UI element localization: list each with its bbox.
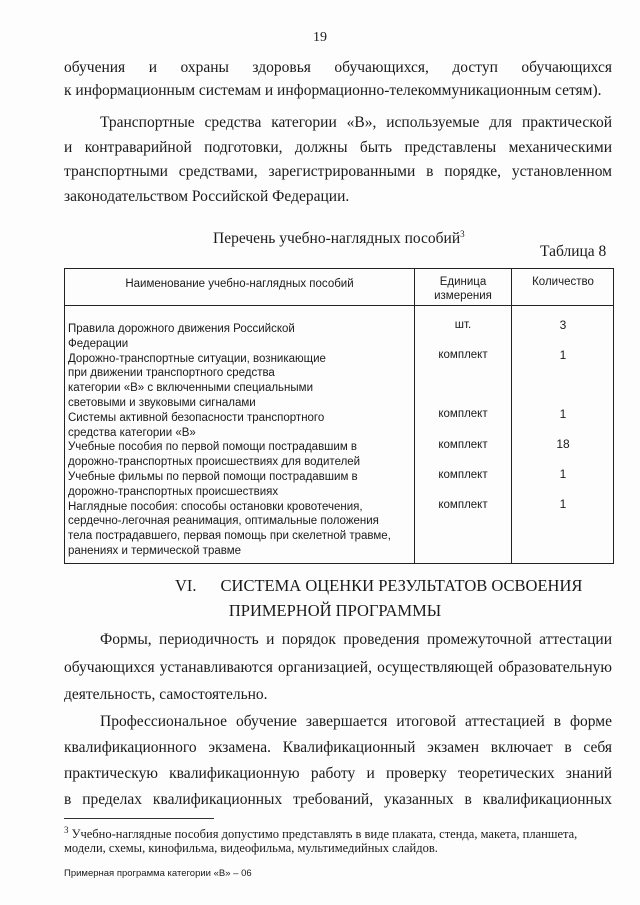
table-cell: Учебные фильмы по первой помощи пострадавшим в: [68, 470, 358, 483]
footnote-text-1: Учебно-наглядные пособия допустимо представлять в виде плаката, стенда, макета, планшета,: [71, 827, 578, 842]
table-cell: 1: [559, 467, 567, 481]
table-cell: Правила дорожного движения Российской: [68, 323, 295, 335]
table-header-divider: [65, 305, 613, 306]
table-cell: 1: [559, 497, 567, 511]
table-cell: 1: [559, 348, 567, 362]
table-cell: Наглядные пособия: способы остановки кровотечения,: [68, 500, 363, 513]
table-cell: средства категории «В»: [68, 426, 196, 439]
forms-line-3: деятельность, самостоятельно.: [64, 686, 268, 703]
table-cell: тела пострадавшего, первая помощь при скелетной травме,: [68, 530, 391, 543]
table-cell: комплект: [438, 349, 488, 361]
footnote-ref: 3: [460, 229, 465, 239]
forms-line-1: Формы, периодичность и порядок проведения промежуточной аттестации: [100, 631, 612, 648]
table-cell: 3: [559, 318, 567, 332]
table-cell: Дорожно-транспортные ситуации, возникающие: [68, 352, 326, 365]
page-footer: Примерная программа категории «В» – 06: [64, 868, 252, 879]
section-number: VI.: [175, 576, 197, 595]
intro-line-1: обучения и охраны здоровья обучающихся, доступ обучающихся: [64, 59, 612, 76]
table-cell: 18: [556, 437, 570, 451]
table-cell: комплект: [438, 499, 488, 511]
section-heading: [175, 574, 582, 598]
header-unit-line-2: измерения: [434, 290, 492, 302]
header-unit-line-1: Единица: [439, 276, 487, 288]
table-cell: дорожно-транспортных происшествиях для водителей: [68, 456, 361, 469]
table-cell: 1: [559, 407, 567, 421]
name-column: [68, 322, 391, 559]
table-cell: комплект: [438, 408, 488, 420]
footnote-line-2: модели, схемы, кинофильма, видеофильма, мультимедийных слайдов.: [64, 841, 438, 855]
header-name: Наименование учебно-наглядных пособий: [125, 278, 354, 290]
table-cell: при движении транспортного средства: [68, 367, 275, 380]
training-line-1: Профессиональное обучение завершается итоговой аттестацией в форме: [100, 713, 612, 730]
transport-line-2: и контраварийной подготовки, должны быть представлены механическими: [64, 139, 612, 156]
items-table: [64, 268, 614, 564]
table-cell: комплект: [438, 469, 488, 481]
intro-line-2: к информационным системам и информационно-телекоммуникационным сетям).: [64, 82, 602, 99]
footnote-mark: 3: [64, 825, 69, 835]
table-cell: Федерации: [68, 337, 129, 350]
forms-line-2: обучающихся устанавливаются организацией, осуществляющей образовательную: [64, 659, 612, 676]
table-cell: категории «В» с включенными специальными: [68, 382, 313, 395]
footnote-divider: [64, 818, 214, 819]
header-unit: [415, 275, 511, 303]
table-cell: дорожно-транспортных происшествиях: [68, 485, 279, 498]
list-title: [213, 229, 465, 248]
table-label: Таблица 8: [540, 243, 607, 260]
list-title-text: Перечень учебно-наглядных пособий: [213, 230, 461, 248]
table-col-divider-2: [511, 269, 512, 563]
table-cell: Системы активной безопасности транспортного: [68, 411, 325, 424]
training-line-2: квалификационного экзамена. Квалификационный экзамен включает в себя: [64, 739, 612, 756]
page-number: 19: [313, 30, 327, 45]
table-cell: шт.: [454, 319, 472, 331]
training-line-4: в пределах квалификационных требований, указанных в квалификационных: [64, 791, 612, 808]
section-title-line-1: СИСТЕМА ОЦЕНКИ РЕЗУЛЬТАТОВ ОСВОЕНИЯ: [220, 576, 583, 595]
transport-line-4: законодательством Российской Федерации.: [64, 188, 350, 205]
table-cell: сердечно-легочная реанимация, оптимальные положения: [68, 515, 379, 528]
transport-line-1: Транспортные средства категории «В», используемые для практической: [100, 114, 612, 131]
table-cell: световыми и звуковыми сигналами: [68, 396, 256, 409]
table-cell: комплект: [438, 439, 488, 451]
table-cell: Учебные пособия по первой помощи пострадавшим в: [68, 441, 358, 454]
table-col-divider-1: [414, 269, 415, 563]
section-title-line-2: ПРИМЕРНОЙ ПРОГРАММЫ: [228, 601, 442, 620]
transport-line-3: транспортными средствами, зарегистрированными в порядке, установленном: [64, 163, 612, 180]
training-line-3: практическую квалификационную работу и проверку теоретических знаний: [64, 765, 612, 782]
header-quantity: Количество: [532, 276, 594, 288]
table-cell: ранениях и термической травме: [68, 544, 242, 557]
